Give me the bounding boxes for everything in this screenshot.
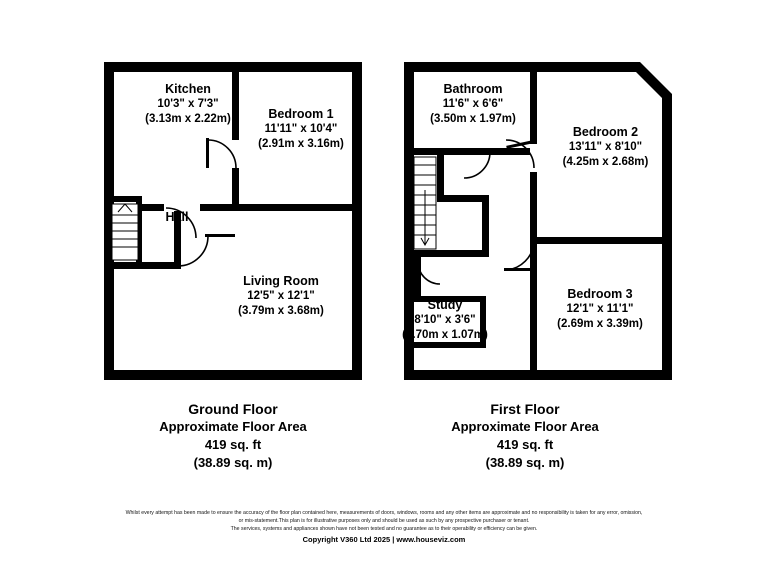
room-dim-metric: (4.25m x 2.68m): [562, 156, 649, 168]
disclaimer-line-2: or mis-statement.This plan is for illustrative purposes only and should be used as such by any prospective purchaser or tenant.: [238, 518, 530, 524]
room-name: Bedroom 1: [268, 107, 334, 121]
room-dim-imperial: 10'3" x 7'3": [157, 98, 219, 110]
room-dim-metric: (2.69m x 3.39m): [557, 318, 643, 330]
floor-title: First Floor: [490, 401, 560, 417]
room-dim-metric: (2.91m x 3.16m): [258, 138, 344, 150]
door-swing-kitchen: [208, 140, 236, 168]
staircase-icon-first: [414, 157, 436, 249]
door-swing-study: [418, 262, 440, 284]
room-label-bathroom: [403, 82, 543, 127]
room-name: Study: [427, 298, 463, 312]
room-name: Bedroom 3: [567, 287, 633, 301]
floor-area-line: Approximate Floor Area: [451, 419, 599, 434]
disclaimer-line-3: The services, systems and appliances shown have not been tested and no guarantee as to their operability or efficiency can be given.: [230, 526, 538, 532]
door-swing-bathroom: [464, 152, 490, 178]
wall-bathroom-bottom: [414, 148, 490, 155]
door-leaf-hall: [205, 234, 235, 237]
room-name: Kitchen: [165, 82, 211, 96]
ground-floor-caption: [108, 400, 358, 472]
floor-title: Ground Floor: [188, 401, 278, 417]
floor-area-line: Approximate Floor Area: [159, 419, 307, 434]
wall-landing-mid: [437, 195, 489, 202]
room-dim-imperial: 12'1" x 11'1": [566, 303, 634, 315]
wall-bathroom-bottom-right: [490, 148, 530, 155]
door-swing-hall: [178, 236, 208, 266]
floor-area-sqft: 419 sq. ft: [496, 437, 554, 452]
room-dim-metric: (3.50m x 1.97m): [430, 113, 516, 125]
disclaimer-text: [0, 509, 768, 533]
room-label-bedroom-3: [535, 287, 665, 332]
copyright-text[interactable]: Copyright V360 Ltd 2025 | www.houseviz.com: [302, 535, 466, 544]
ground-floor-bottom-wall: [104, 370, 362, 380]
room-dim-metric: (3.79m x 3.68m): [238, 305, 324, 317]
copyright-notice[interactable]: [0, 535, 768, 544]
room-name: Bedroom 2: [572, 125, 639, 139]
room-label-living-room: [211, 274, 351, 319]
wall-bathroom-bedroom2-lower: [530, 172, 537, 244]
wall-hall-bottom: [114, 262, 181, 269]
room-name: Hall: [165, 210, 189, 224]
ground-floor-left-notch: [104, 196, 110, 268]
wall-landing-right: [482, 202, 489, 256]
floor-area-sqm: (38.89 sq. m): [193, 455, 273, 470]
room-dim-metric: (2.70m x 1.07m): [402, 329, 488, 341]
stair-icon-ground: [112, 204, 138, 260]
room-label-study: [396, 298, 494, 343]
room-dim-imperial: 11'6" x 6'6": [442, 98, 504, 110]
room-name: Living Room: [243, 274, 319, 288]
door-leaf-bedroom2: [506, 140, 534, 149]
door-swing-bedroom3: [504, 240, 534, 270]
wall-kitchen-hall: [232, 168, 239, 210]
floor-area-sqm: (38.89 sq. m): [485, 455, 565, 470]
door-leaf-kitchen: [206, 138, 209, 168]
room-label-hall: [141, 210, 213, 225]
room-label-bedroom-1: [236, 107, 366, 152]
room-dim-imperial: 13'11" x 8'10": [568, 141, 643, 153]
room-label-bedroom-2: [543, 125, 668, 170]
wall-landing-bottom: [414, 250, 489, 257]
room-name: Bathroom: [443, 82, 503, 96]
room-dim-imperial: 11'11" x 10'4": [264, 123, 338, 135]
wall-bedroom2-bedroom3: [537, 237, 662, 244]
room-dim-imperial: 8'10" x 3'6": [414, 314, 476, 326]
door-leaf-bedroom3: [504, 268, 534, 271]
first-floor-caption: [400, 400, 650, 472]
room-dim-imperial: 12'5" x 12'1": [247, 290, 315, 302]
floor-area-sqft: 419 sq. ft: [204, 437, 262, 452]
room-dim-metric: (3.13m x 2.22m): [145, 113, 231, 125]
disclaimer-line-1: Whilst every attempt has been made to ensure the accuracy of the floor plan contained here, measurements of doors, windows, rooms and any other items are approximate and no responsibility is taken for any error, omission,: [125, 510, 643, 516]
wall-bedroom1-living: [239, 204, 352, 211]
first-floor-bottom-wall: [404, 370, 672, 380]
wall-landing-left: [437, 155, 444, 195]
